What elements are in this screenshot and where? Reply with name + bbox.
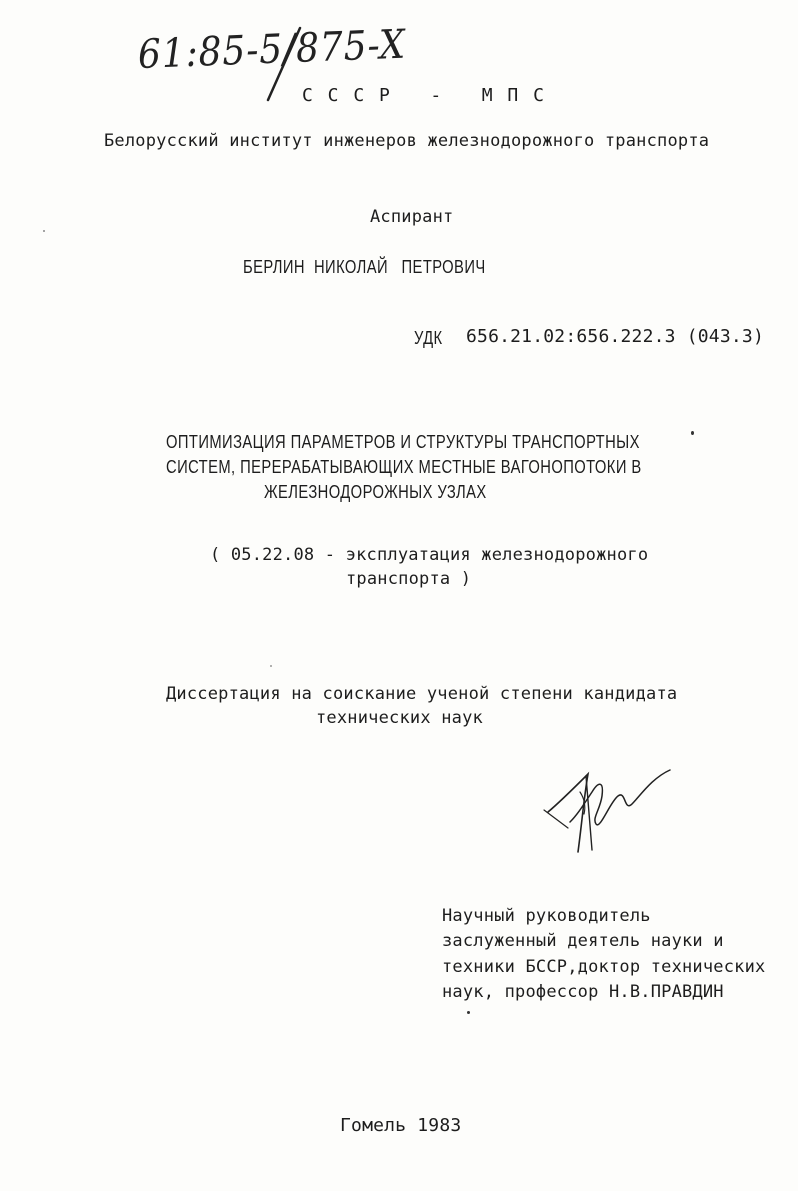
degree-line-1: Диссертация на соискание ученой степени кандидата — [166, 684, 678, 704]
degree-line-2: технических наук — [316, 708, 483, 728]
print-speck — [270, 665, 272, 667]
print-speck — [691, 431, 694, 435]
author-name: БЕРЛИН НИКОЛАЙ ПЕТРОВИЧ — [243, 257, 486, 277]
print-speck — [467, 1011, 470, 1014]
advisor-line-1: Научный руководитель — [442, 906, 651, 926]
thesis-title-line-2: СИСТЕМ, ПЕРЕРАБАТЫВАЮЩИХ МЕСТНЫЕ ВАГОНОПОТОКИ В — [166, 457, 642, 477]
ministry-header: С С С Р - М П С — [302, 85, 546, 106]
city-year: Гомель 1983 — [340, 1115, 462, 1136]
signature-image — [540, 752, 700, 862]
specialty-line-1: ( 05.22.08 - эксплуатация железнодорожного — [210, 545, 649, 565]
handwritten-underline-stroke — [0, 0, 798, 130]
udk-label: УДК — [414, 328, 443, 348]
thesis-title-line-1: ОПТИМИЗАЦИЯ ПАРАМЕТРОВ И СТРУКТУРЫ ТРАНСПОРТНЫХ — [166, 432, 640, 452]
specialty-line-2: транспорта ) — [346, 569, 472, 589]
print-speck — [43, 230, 45, 232]
author-role: Аспирант — [370, 207, 454, 227]
advisor-line-4: наук, профессор Н.В.ПРАВДИН — [442, 982, 724, 1002]
advisor-line-2: заслуженный деятель науки и — [442, 931, 724, 951]
udk-code: 656.21.02:656.222.3 (043.3) — [466, 326, 764, 347]
institute-name: Белорусский институт инженеров железнодорожного транспорта — [104, 131, 710, 151]
advisor-line-3: техники БССР,доктор технических — [442, 957, 766, 977]
thesis-title-line-3: ЖЕЛЕЗНОДОРОЖНЫХ УЗЛАХ — [264, 482, 487, 502]
handwritten-archive-code: 61:85-5/875-X — [137, 21, 407, 78]
